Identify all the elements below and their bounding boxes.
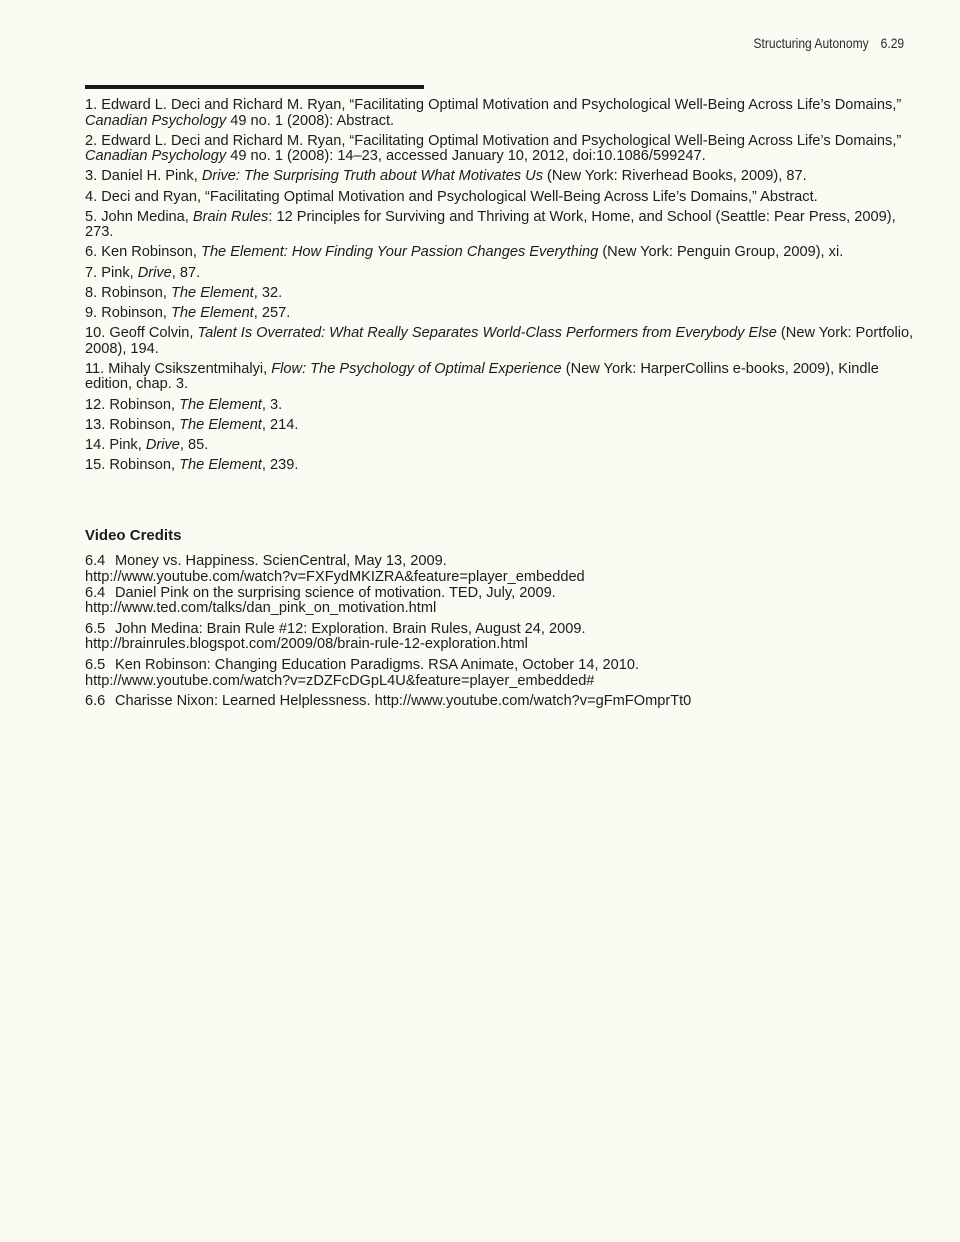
video-credit-line [85, 586, 915, 602]
endnote-title: The Element [171, 284, 254, 301]
endnote-text: (New York: Portfolio, 2008), 194. [85, 325, 914, 357]
page-number: 6.29 [880, 35, 904, 51]
endnote [85, 438, 915, 454]
endnote-title: The Element: How Finding Your Passion Changes Everything [201, 244, 599, 261]
video-credit [85, 554, 915, 586]
endnote-title: Drive: The Surprising Truth about What Motivates Us [201, 168, 543, 185]
endnote [85, 210, 915, 241]
endnote-text: (New York: HarperCollins e-books, 2009), Kindle edition, chap. 3. [85, 360, 879, 393]
endnote-text: 1. Edward L. Deci and Richard M. Ryan, “Facilitating Optimal Motivation and Psychological Well-Being Across Life’s Domains,” [85, 97, 902, 113]
endnote-text: , 214. [261, 416, 299, 433]
endnote-title: Drive [137, 264, 172, 281]
endnote [85, 398, 915, 414]
endnote-title: The Element [179, 457, 262, 474]
endnote-text: , 32. [253, 284, 283, 301]
endnote-text: 3. Daniel H. Pink, [85, 168, 202, 185]
video-url: http://www.youtube.com/watch?v=zDZFcDGpL4U&feature=player_embedded# [85, 672, 595, 689]
endnote-text: 14. Pink, [85, 436, 146, 453]
endnote-title: The Element [171, 305, 254, 321]
video-url: http://www.youtube.com/watch?v=FXFydMKIZRA&feature=player_embedded [85, 568, 585, 585]
endnote-title: The Element [179, 396, 262, 413]
endnote [85, 245, 915, 261]
endnote [85, 190, 915, 206]
video-code: 6.4 [85, 553, 106, 569]
video-credit-line [85, 694, 915, 710]
endnote-text: 4. Deci and Ryan, “Facilitating Optimal Motivation and Psychological Well-Being Across Life’s Domains,” Abstract. [85, 188, 818, 205]
endnote-text: 9. Robinson, [85, 305, 171, 321]
endnote [85, 458, 915, 474]
endnote-text: 11. Mihaly Csikszentmihalyi, [85, 360, 272, 377]
endnote-text: , 257. [253, 305, 291, 321]
video-credit [85, 694, 915, 710]
endnote-title: Flow: The Psychology of Optimal Experience [271, 360, 562, 377]
endnote-text: , 3. [261, 396, 283, 413]
endnote-text: , 85. [179, 436, 209, 453]
endnote-text: 49 no. 1 (2008): Abstract. [226, 112, 395, 129]
video-credit [85, 586, 915, 618]
video-credit-line [85, 554, 915, 570]
endnote-text: 13. Robinson, [85, 416, 180, 433]
endnote-text: (New York: Riverhead Books, 2009), 87. [543, 168, 807, 185]
endnote [85, 306, 915, 322]
endnote-text: (New York: Penguin Group, 2009), xi. [598, 244, 844, 261]
video-code: 6.5 [85, 656, 106, 673]
video-title: Charisse Nixon: Learned Helplessness. http://www.youtube.com/watch?v=gFmFOmprTt0 [115, 692, 692, 709]
video-code: 6.5 [85, 620, 106, 637]
video-credits-heading: Video Credits [85, 527, 182, 544]
endnote [85, 134, 915, 165]
endnote-text: 49 no. 1 (2008): 14–23, accessed January 10, 2012, doi:10.1086/599247. [226, 148, 706, 165]
video-title: Daniel Pink on the surprising science of motivation. TED, July, 2009. [115, 584, 556, 601]
video-credit [85, 622, 915, 654]
endnote [85, 286, 915, 302]
endnote-text: 5. John Medina, [85, 208, 193, 225]
video-credits-list [85, 554, 915, 710]
endnote-title: Drive [145, 436, 180, 453]
endnote-title: Brain Rules [192, 208, 269, 225]
endnote-text: , 239. [261, 457, 299, 474]
video-code: 6.6 [85, 692, 106, 709]
endnote [85, 98, 915, 129]
endnote [85, 326, 915, 357]
endnote-text: , 87. [171, 264, 201, 281]
endnote [85, 266, 915, 282]
video-code: 6.4 [85, 584, 106, 601]
endnote-text: 6. Ken Robinson, [85, 244, 202, 261]
endnote-text: 7. Pink, [85, 264, 138, 281]
video-credit-line [85, 658, 915, 674]
video-title: John Medina: Brain Rule #12: Exploration. Brain Rules, August 24, 2009. [115, 620, 586, 637]
endnote-text: 12. Robinson, [85, 396, 180, 413]
endnote-title: Talent Is Overrated: What Really Separates World-Class Performers from Everybody Else [197, 325, 777, 342]
video-title: Ken Robinson: Changing Education Paradigms. RSA Animate, October 14, 2010. [115, 656, 640, 673]
endnote-text: 10. Geoff Colvin, [85, 325, 198, 342]
endnote-title: The Element [179, 416, 262, 433]
running-head [753, 35, 904, 51]
endnote [85, 362, 915, 393]
endnote-text: 15. Robinson, [85, 457, 180, 474]
endnote [85, 418, 915, 434]
endnote-title: Canadian Psychology [85, 112, 227, 129]
endnotes-list [85, 98, 915, 478]
endnote-title: Canadian Psychology [85, 148, 227, 165]
endnote-text: 2. Edward L. Deci and Richard M. Ryan, “Facilitating Optimal Motivation and Psychological Well-Being Across Life’s Domains,” [85, 132, 902, 149]
chapter-title: Structuring Autonomy [753, 35, 869, 51]
endnote [85, 169, 915, 185]
endnote-text: : 12 Principles for Surviving and Thriving at Work, Home, and School (Seattle: Pear Press, 2009), 273. [85, 208, 896, 241]
video-url: http://www.ted.com/talks/dan_pink_on_motivation.html [85, 600, 437, 617]
video-url: http://brainrules.blogspot.com/2009/08/brain-rule-12-exploration.html [85, 636, 528, 653]
video-title: Money vs. Happiness. ScienCentral, May 13, 2009. [115, 553, 447, 569]
endnote-text: 8. Robinson, [85, 284, 171, 301]
video-credit-line [85, 622, 915, 638]
video-credit [85, 658, 915, 690]
footnote-rule [85, 85, 424, 89]
